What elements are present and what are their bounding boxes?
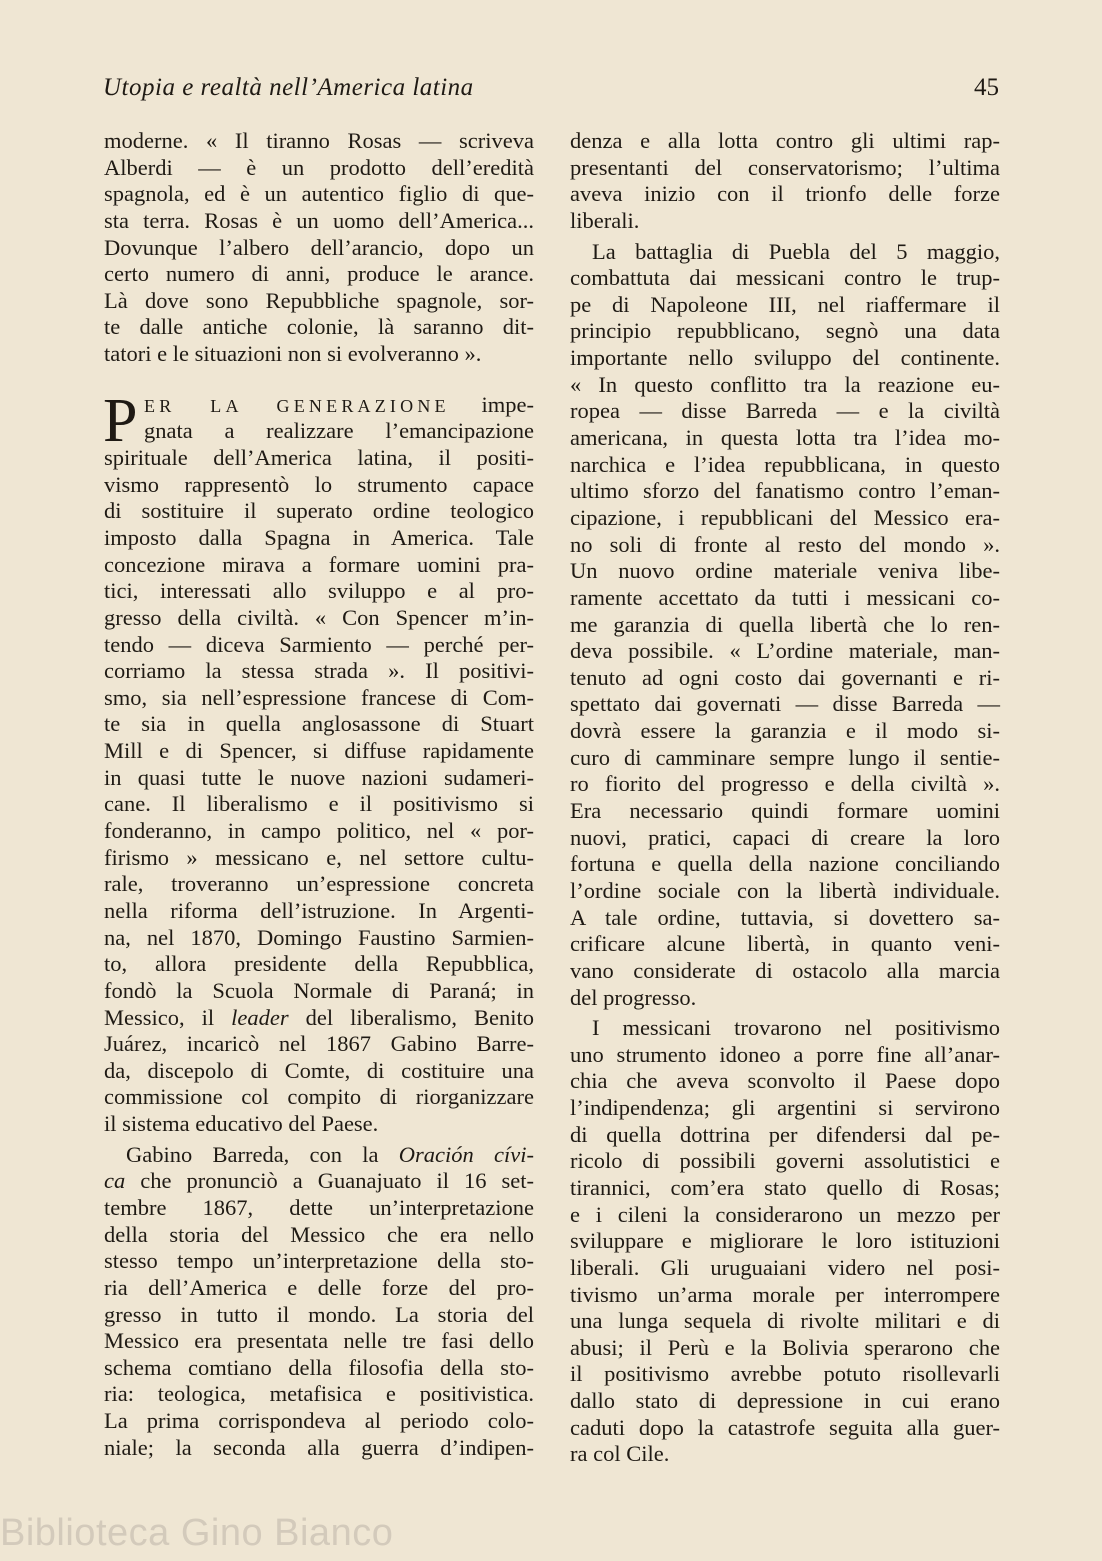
text-line: gresso in tutto il mondo. La storia del — [104, 1301, 534, 1327]
text-line: me garanzia di quella libertà che lo ren- — [570, 611, 1000, 637]
text-fragment: impe- — [481, 391, 534, 417]
text-line: liberali. Gli uruguaiani videro nel posi- — [570, 1254, 1000, 1280]
text-line: ricolo di possibili governi assolutistici e — [570, 1148, 1000, 1174]
text-fragment: Messico, il — [104, 1004, 232, 1030]
running-header — [103, 74, 999, 106]
text-line: crificare alcune libertà, in quanto veni- — [570, 931, 1000, 957]
text-line: I messicani trovarono nel positivismo — [592, 1015, 1000, 1041]
text-line: vismo rappresentò lo strumento capace — [104, 471, 534, 497]
text-line: tivismo un’arma morale per interrompere — [570, 1281, 1000, 1307]
text-line: nuovi, pratici, capaci di creare la loro — [570, 824, 1000, 850]
text-line: combattuta dai messicani contro le trup- — [570, 265, 1000, 291]
text-line: no soli di fronte al resto del mondo ». — [570, 531, 1000, 557]
text-line: uno strumento idoneo a porre fine all’anar- — [570, 1041, 1000, 1067]
text-line: curo di camminare sempre lungo il sentie- — [570, 744, 1000, 770]
text-line: denza e alla lotta contro gli ultimi rap- — [570, 128, 1000, 153]
text-line: una lunga sequela di rivolte militari e di — [570, 1308, 1000, 1334]
italic-title: ca — [104, 1168, 126, 1194]
text-line: tembre 1867, dette un’interpretazione — [104, 1194, 534, 1220]
text-line: commissione col compito di riorganizzare — [104, 1084, 534, 1110]
text-line: tendo — diceva Sarmiento — perché per- — [104, 631, 534, 657]
text-line: te sia in quella anglosassone di Stuart — [104, 711, 534, 737]
text-line: narchica e l’idea repubblicana, in questo — [570, 451, 1000, 477]
text-line: moderne. « Il tiranno Rosas — scriveva — [104, 128, 534, 153]
text-line: e i cileni la considerarono un mezzo per — [570, 1201, 1000, 1227]
text-fragment: Gabino Barreda, con la — [126, 1141, 399, 1167]
right-paragraph-3 — [570, 1015, 1000, 1468]
text-line: Juárez, incaricò nel 1867 Gabino Barre- — [104, 1031, 534, 1057]
text-line: gnata a realizzare l’emancipazione — [144, 418, 534, 444]
text-line: Là dove sono Repubbliche spagnole, sor- — [104, 287, 534, 313]
text-line: aveva inizio con il trionfo delle forze — [570, 181, 1000, 207]
text-line: del progresso. — [570, 984, 697, 1010]
right-paragraph-1 — [570, 128, 1000, 235]
text-line — [104, 1168, 534, 1195]
text-line: dallo stato di depressione in cui erano — [570, 1388, 1000, 1414]
text-line: Dovunque l’albero dell’arancio, dopo un — [104, 234, 534, 260]
text-line: tenuto ad ogni costo dai governanti e ri- — [570, 664, 1000, 690]
text-line: tirannici, com’era stato quello di Rosas; — [570, 1174, 1000, 1200]
text-line: niale; la seconda alla guerra d’indipen- — [104, 1434, 534, 1460]
text-line: schema comtiano della filosofia della sto- — [104, 1354, 534, 1380]
text-line: ria dell’America e delle forze del pro- — [104, 1274, 534, 1300]
text-line: chia che aveva sconvolto il Paese dopo — [570, 1068, 1000, 1094]
text-line: La prima corrispondeva al periodo colo- — [104, 1408, 534, 1434]
text-line: americana, in questa lotta tra l’idea mo- — [570, 425, 1000, 451]
text-line: ra col Cile. — [570, 1441, 670, 1467]
left-column — [104, 128, 534, 1461]
text-line: certo numero di anni, produce le arance. — [104, 261, 534, 287]
text-line: importante nello sviluppo del continente. — [570, 345, 1000, 371]
text-line: caduti dopo la catastrofe seguita alla guer- — [570, 1414, 1000, 1440]
text-line: l’indipendenza; gli argentini si servirono — [570, 1095, 1000, 1121]
text-line — [104, 1005, 534, 1032]
text-line: sta terra. Rosas è un uomo dell’America... — [104, 207, 534, 233]
text-line: il positivismo avrebbe potuto risollevarli — [570, 1361, 1000, 1387]
text-line: della storia del Messico che era nello — [104, 1221, 534, 1247]
text-line: tici, interessati allo sviluppo e al pro- — [104, 578, 534, 604]
text-line: tatori e le situazioni non si evolveranno ». — [104, 341, 482, 367]
text-line — [104, 392, 534, 419]
text-line: corriamo la stessa strada ». Il positivi- — [104, 658, 534, 684]
text-line: ultimo sforzo del fanatismo contro l’eman- — [570, 478, 1000, 504]
text-line: ria: teologica, metafisica e positivistica. — [104, 1381, 534, 1407]
text-line: cipazione, i repubblicani del Messico era- — [570, 504, 1000, 530]
watermark: Biblioteca Gino Bianco — [0, 1512, 394, 1554]
small-caps-lead: ER LA GENERAZIONE — [144, 395, 450, 416]
text-line: te dalle antiche colonie, là saranno dit- — [104, 314, 534, 340]
text-line: nella riforma dell’istruzione. In Argenti- — [104, 897, 534, 923]
text-line: A tale ordine, tuttavia, si dovettero sa- — [570, 904, 1000, 930]
page-number: 45 — [974, 74, 999, 101]
text-line: di quella dottrina per difendersi dal pe- — [570, 1121, 1000, 1147]
text-line — [104, 1142, 534, 1169]
right-column — [570, 128, 1000, 1468]
text-line: firismo » messicano e, nel settore cultu- — [104, 844, 534, 870]
text-line: vano considerate di ostacolo alla marcia — [570, 957, 1000, 983]
text-line: ropea — disse Barreda — e la civiltà — [570, 398, 1000, 424]
text-line: ramente accettato da tutti i messicani co- — [570, 584, 1000, 610]
left-paragraph-3 — [104, 1195, 534, 1461]
running-title: Utopia e realtà nell’America latina — [103, 74, 474, 101]
text-line: fondò la Scuola Normale di Paraná; in — [104, 977, 534, 1003]
text-line: « In questo conflitto tra la reazione eu- — [570, 371, 1000, 397]
text-line: fortuna e quella della nazione conciliando — [570, 851, 1000, 877]
text-line: presentanti del conservatorismo; l’ultima — [570, 154, 1000, 180]
section-opening — [103, 386, 534, 455]
text-line: concezione mirava a formare uomini pra- — [104, 551, 534, 577]
text-line: Un nuovo ordine materiale veniva libe- — [570, 558, 1000, 584]
text-line: smo, sia nell’espressione francese di Com- — [104, 684, 534, 710]
right-paragraph-2 — [570, 239, 1000, 1012]
text-line: spettato dai governati — disse Barreda — — [570, 691, 1000, 717]
text-line: stesso tempo un’interpretazione della sto- — [104, 1248, 534, 1274]
text-line: da, discepolo di Comte, di costituire una — [104, 1057, 534, 1083]
text-line: rale, troveranno un’espressione concreta — [104, 871, 534, 897]
text-fragment: che pronunciò a Guanajuato il 16 set- — [125, 1168, 534, 1194]
text-line: Mill e di Spencer, si diffuse rapidamente — [104, 738, 534, 764]
text-line: spagnola, ed è un autentico figlio di que- — [104, 181, 534, 207]
text-line: deva possibile. « L’ordine materiale, man- — [570, 638, 1000, 664]
italic-title: Oración cívi- — [398, 1141, 534, 1167]
text-line: di sostituire il superato ordine teologico — [104, 498, 534, 524]
text-line: sviluppare e migliorare le loro istituzioni — [570, 1228, 1000, 1254]
text-line: na, nel 1870, Domingo Faustino Sarmien- — [104, 924, 534, 950]
text-line: spirituale dell’America latina, il positi- — [104, 445, 534, 471]
text-line: Era necessario quindi formare uomini — [570, 798, 1000, 824]
text-line: imposto dalla Spagna in America. Tale — [104, 524, 534, 550]
left-paragraph-1 — [104, 128, 534, 368]
left-paragraph-2-end — [104, 1031, 534, 1138]
text-line: l’ordine sociale con la libertà individuale. — [570, 877, 1000, 903]
text-line: in quasi tutte le nuove nazioni sudameri- — [104, 764, 534, 790]
left-paragraph-2 — [104, 445, 534, 1004]
text-line: il sistema educativo del Paese. — [104, 1111, 379, 1137]
text-line: Messico era presentata nelle tre fasi dello — [104, 1328, 534, 1354]
text-line: La battaglia di Puebla del 5 maggio, — [592, 238, 1000, 264]
italic-term: leader — [231, 1004, 289, 1030]
text-line: Alberdi — è un prodotto dell’eredità — [104, 154, 534, 180]
text-line: gresso della civiltà. « Con Spencer m’in- — [104, 604, 534, 630]
text-line: liberali. — [570, 207, 640, 233]
text-line: ro fiorito del progresso e della civiltà ». — [570, 771, 1000, 797]
text-line: principio repubblicano, segnò una data — [570, 318, 1000, 344]
text-line: fonderanno, in campo politico, nel « por- — [104, 818, 534, 844]
drop-cap: P — [103, 386, 138, 455]
text-line: dovrà essere la garanzia e il modo si- — [570, 718, 1000, 744]
text-line: abusi; il Perù e la Bolivia sperarono che — [570, 1334, 1000, 1360]
text-fragment: del liberalismo, Benito — [288, 1004, 534, 1030]
text-line: to, allora presidente della Repubblica, — [104, 951, 534, 977]
text-line: cane. Il liberalismo e il positivismo si — [104, 791, 534, 817]
text-line: pe di Napoleone III, nel riaffermare il — [570, 291, 1000, 317]
